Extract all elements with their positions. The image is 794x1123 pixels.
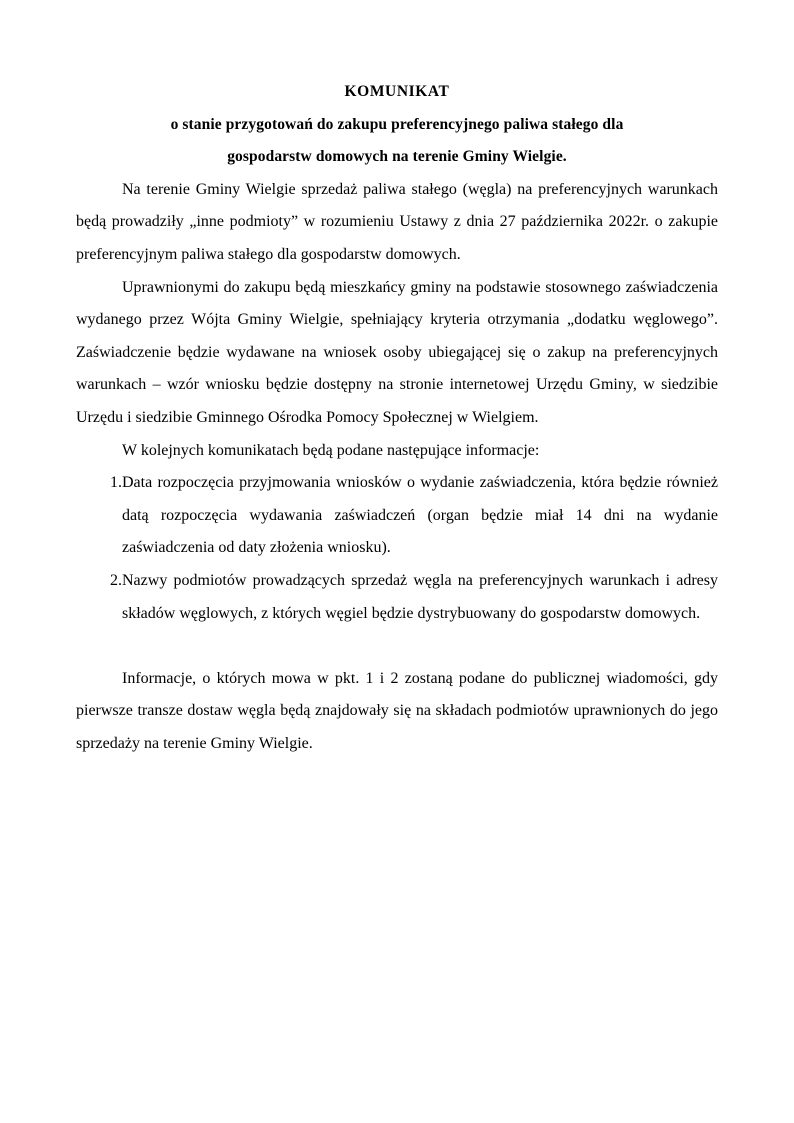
- list-item: [76, 565, 718, 630]
- paragraph-eligibility: Uprawnionymi do zakupu będą mieszkańcy gminy na podstawie stosownego zaświadczenia wydanego przez Wójta Gminy Wielgie, spełniający kryteria otrzymania „dodatku węglowego”. Zaświadczenie będzie wydawane na wniosek osoby ubiegającej się o zakup na preferencyjnych warunkach – wzór wniosku będzie dostępny na stronie internetowej Urzędu Gminy, w siedzibie Urzędu i siedzibie Gminnego Ośrodka Pomocy Społecznej w Wielgiem.: [76, 278, 718, 426]
- document-subtitle-line-2: gospodarstw domowych na terenie Gminy Wielgie.: [227, 148, 567, 166]
- numbered-list: [76, 467, 718, 630]
- paragraph-closing: Informacje, o których mowa w pkt. 1 i 2 zostaną podane do publicznej wiadomości, gdy pierwsze transze dostaw węgla będą znajdowały się na składach podmiotów uprawnionych do jego sprzedaży na terenie Gminy Wielgie.: [76, 669, 718, 752]
- document-subtitle-line-1: o stanie przygotowań do zakupu preferencyjnego paliwa stałego dla: [170, 115, 624, 133]
- list-item-marker: 1.: [110, 474, 122, 492]
- list-item: [76, 467, 718, 565]
- page-title: KOMUNIKAT: [344, 83, 450, 100]
- paragraph-list-lead-in: W kolejnych komunikatach będą podane następujące informacje:: [122, 441, 540, 459]
- list-item-text: Nazwy podmiotów prowadzących sprzedaż węgla na preferencyjnych warunkach i adresy składów węglowych, z których węgiel będzie dystrybuowany do gospodarstw domowych.: [122, 571, 718, 622]
- document-title-block: [76, 76, 718, 174]
- list-item-text: Data rozpoczęcia przyjmowania wniosków o wydanie zaświadczenia, która będzie również datą rozpoczęcia wydawania zaświadczeń (organ będzie miał 14 dni na wydanie zaświadczenia od daty złożenia wniosku).: [122, 474, 718, 557]
- list-item-marker: 2.: [110, 571, 122, 589]
- paragraph-intro: Na terenie Gminy Wielgie sprzedaż paliwa stałego (węgla) na preferencyjnych warunkach będą prowadziły „inne podmioty” w rozumieniu Ustawy z dnia 27 października 2022r. o zakupie preferencyjnym paliwa stałego dla gospodarstw domowych.: [76, 180, 718, 263]
- blank-line-spacer: [76, 630, 718, 663]
